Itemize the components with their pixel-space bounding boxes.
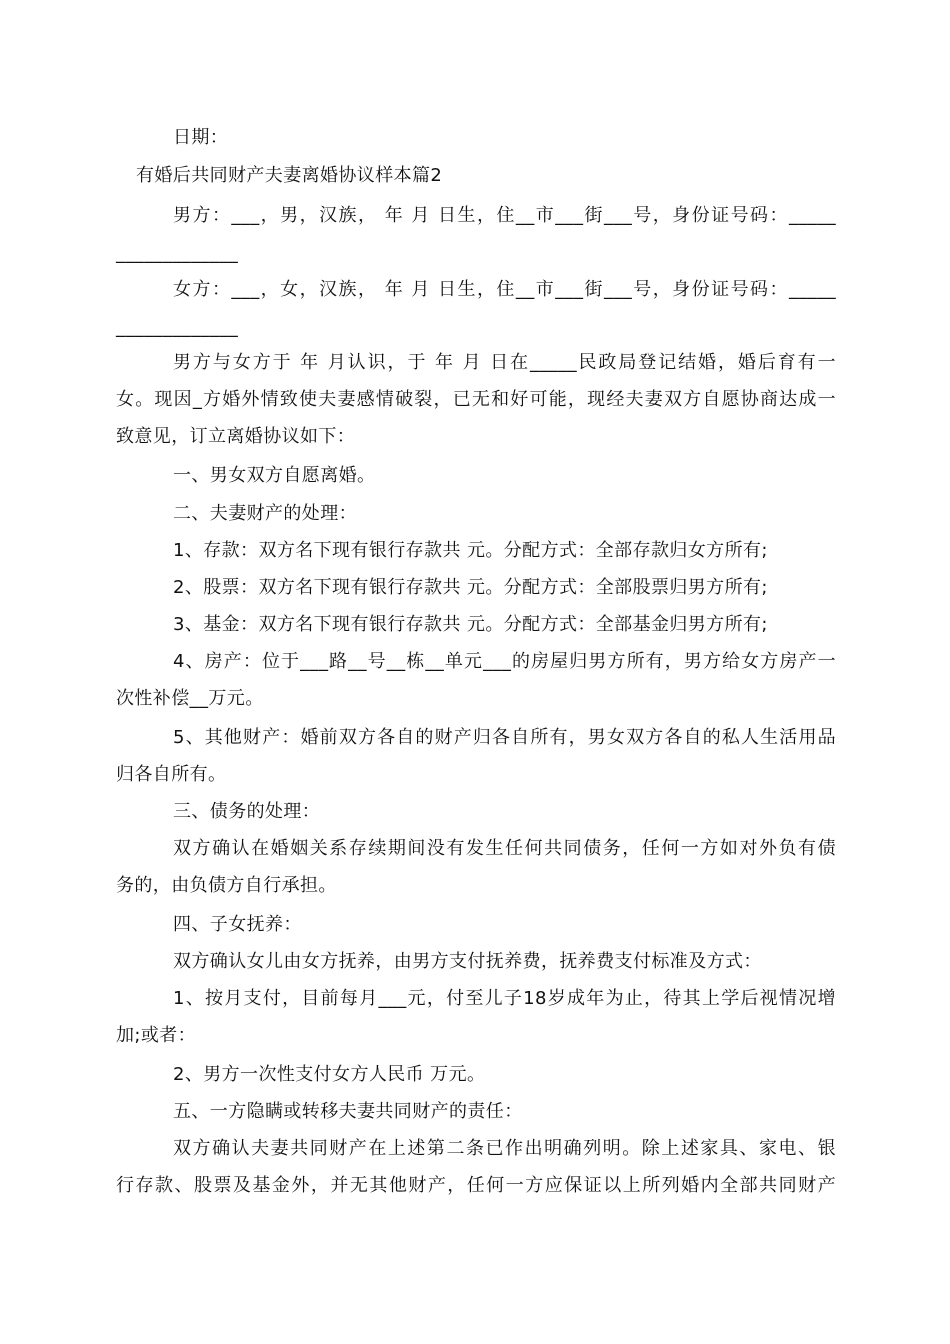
clause-3-text-line-1: 双方确认在婚姻关系存续期间没有发生任何共同债务，任何一方如对外负有债: [173, 838, 836, 859]
wife-info-line: 女方：___，女，汉族， 年 月 日生，住__市___街___号，身份证号码：_____: [173, 279, 836, 300]
date-label: 日期：: [173, 127, 229, 148]
husband-id-blank: _____________: [116, 243, 239, 264]
clause-5-heading: 五、一方隐瞒或转移夫妻共同财产的责任：: [173, 1101, 523, 1122]
wife-id-blank: _____________: [116, 317, 239, 338]
clause-2-item-5-line-1: 5、其他财产：婚前双方各自的财产归各自所有，男女双方各自的私人生活用品: [173, 727, 836, 748]
intro-paragraph-line-2: 女。现因_方婚外情致使夫妻感情破裂，已无和好可能，现经夫妻双方自愿协商达成一: [116, 389, 836, 410]
document-title: 有婚后共同财产夫妻离婚协议样本篇2: [136, 165, 443, 186]
clause-4-text: 双方确认女儿由女方抚养，由男方支付抚养费，抚养费支付标准及方式：: [173, 951, 762, 972]
husband-info-line: 男方：___，男，汉族， 年 月 日生，住__市___街___号，身份证号码：_____: [173, 205, 836, 226]
intro-paragraph-line-1: 男方与女方于 年 月认识，于 年 月 日在_____民政局登记结婚，婚后育有一: [173, 352, 836, 373]
clause-2-item-5-line-2: 归各自所有。: [116, 764, 227, 785]
clause-2-item-3: 3、基金：双方名下现有银行存款共 元。分配方式：全部基金归男方所有;: [173, 614, 768, 635]
clause-1: 一、男女双方自愿离婚。: [173, 465, 376, 486]
clause-3-heading: 三、债务的处理：: [173, 801, 321, 822]
clause-2-heading: 二、夫妻财产的处理：: [173, 503, 357, 524]
clause-4-item-2: 2、男方一次性支付女方人民币 万元。: [173, 1064, 486, 1085]
clause-2-item-1: 1、存款：双方名下现有银行存款共 元。分配方式：全部存款归女方所有;: [173, 540, 768, 561]
clause-4-item-1-line-1: 1、按月支付，目前每月___元，付至儿子18岁成年为止，待其上学后视情况增: [173, 988, 836, 1009]
clause-3-text-line-2: 务的，由负债方自行承担。: [116, 875, 337, 896]
clause-2-item-2: 2、股票：双方名下现有银行存款共 元。分配方式：全部股票归男方所有;: [173, 577, 768, 598]
clause-2-item-4-line-1: 4、房产：位于___路__号__栋__单元___的房屋归男方所有，男方给女方房产一: [173, 651, 836, 672]
clause-2-item-4-line-2: 次性补偿__万元。: [116, 688, 264, 709]
clause-4-heading: 四、子女抚养：: [173, 914, 302, 935]
intro-paragraph-line-3: 致意见，订立离婚协议如下：: [116, 426, 356, 447]
clause-4-item-1-line-2: 加;或者：: [116, 1025, 197, 1046]
clause-5-text-line-1: 双方确认夫妻共同财产在上述第二条已作出明确列明。除上述家具、家电、银: [173, 1138, 836, 1159]
clause-5-text-line-2: 行存款、股票及基金外，并无其他财产，任何一方应保证以上所列婚内全部共同财产: [116, 1175, 836, 1196]
